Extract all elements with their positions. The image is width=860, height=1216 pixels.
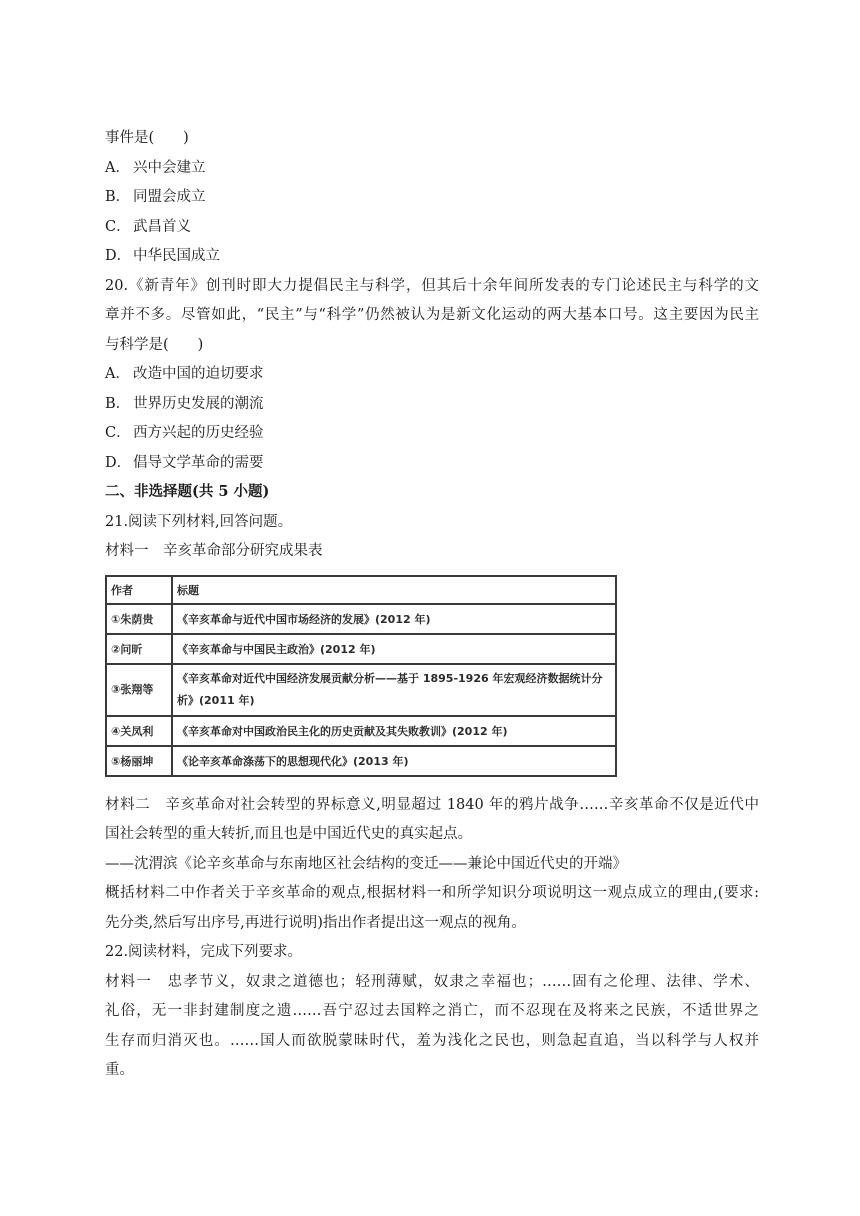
- table-row: [106, 604, 616, 634]
- q20-option-a[interactable]: [105, 364, 264, 384]
- option-letter: D．: [105, 455, 132, 471]
- table-header-row: [106, 576, 616, 604]
- research-results-table: [105, 575, 617, 777]
- q19-option-c[interactable]: [105, 217, 191, 237]
- table-cell-author: ④关凤利: [106, 716, 172, 746]
- q22-intro: 22.阅读材料，完成下列要求。: [105, 944, 303, 960]
- q19-option-d[interactable]: [105, 246, 220, 266]
- table-header-title: 标题: [172, 576, 616, 604]
- q21-material1-title: 材料一 辛亥革命部分研究成果表: [105, 543, 323, 559]
- option-letter: A．: [105, 160, 130, 176]
- q20-stem-line-3: 与科学是( ): [105, 337, 204, 353]
- option-text: 武昌首义: [133, 219, 191, 235]
- table-row: [106, 634, 616, 664]
- table-cell-title: 《论辛亥革命涤荡下的思想现代化》(2013 年): [172, 746, 616, 776]
- option-text: 世界历史发展的潮流: [133, 396, 264, 412]
- table-row: [106, 664, 616, 716]
- q20-option-c[interactable]: [105, 423, 264, 443]
- q20-option-b[interactable]: [105, 394, 264, 414]
- table-cell-author: ③张翔等: [106, 664, 172, 716]
- table-cell-title: 《辛亥革命对中国政治民主化的历史贡献及其失败教训》(2012 年): [172, 716, 616, 746]
- option-letter: B．: [105, 396, 131, 412]
- table-cell-author: ②问昕: [106, 634, 172, 664]
- option-text: 西方兴起的历史经验: [133, 425, 264, 441]
- q21-question-line-1: 概括材料二中作者关于辛亥革命的观点,根据材料一和所学知识分项说明这一观点成立的理由,(要求:: [105, 885, 759, 901]
- option-letter: D．: [105, 248, 132, 264]
- table-cell-title: 《辛亥革命与中国民主政治》(2012 年): [172, 634, 616, 664]
- q20-stem-line-1: 20.《新青年》创刊时即大力提倡民主与科学，但其后十余年间所发表的专门论述民主与科学的文: [105, 278, 759, 294]
- table-cell-title: 《辛亥革命对近代中国经济发展贡献分析——基于 1895-1926 年宏观经济数据统计分析》(2011 年): [172, 664, 616, 716]
- q21-source: ——沈渭滨《论辛亥革命与东南地区社会结构的变迁——兼论中国近代史的开端》: [105, 856, 627, 872]
- q21-material2-line-2: 国社会转型的重大转折,而且也是中国近代史的真实起点。: [105, 826, 473, 842]
- q20-option-d[interactable]: [105, 453, 264, 473]
- q21-material2-line-1: 材料二 辛亥革命对社会转型的界标意义,明显超过 1840 年的鸦片战争……辛亥革命不仅是近代中: [105, 797, 759, 813]
- section-heading: 二、非选择题(共 5 小题): [105, 483, 270, 500]
- q22-material1-line-1: 材料一 忠孝节义，奴隶之道德也；轻刑薄赋，奴隶之幸福也；……固有之伦理、法律、学术、: [105, 974, 759, 990]
- q19-stem-tail: 事件是( ): [105, 130, 189, 146]
- option-text: 倡导文学革命的需要: [133, 455, 264, 471]
- q22-material1-line-2: 礼俗，无一非封建制度之遗……吾宁忍过去国粹之消亡，而不忍现在及将来之民族，不适世界之: [105, 1003, 759, 1019]
- q19-option-b[interactable]: [105, 187, 206, 207]
- option-text: 中华民国成立: [133, 248, 220, 264]
- option-letter: B．: [105, 189, 131, 205]
- q22-material1-line-4: 重。: [105, 1062, 134, 1078]
- option-letter: C．: [105, 219, 131, 235]
- table-header-author: 作者: [106, 576, 172, 604]
- table-cell-author: ⑤杨丽坤: [106, 746, 172, 776]
- q20-stem-line-2: 章并不多。尽管如此，“民主”与“科学”仍然被认为是新文化运动的两大基本口号。这主要因为民主: [105, 307, 759, 323]
- table-row: [106, 716, 616, 746]
- option-text: 同盟会成立: [133, 189, 206, 205]
- table-cell-title: 《辛亥革命与近代中国市场经济的发展》(2012 年): [172, 604, 616, 634]
- q22-material1-line-3: 生存而归消灭也。……国人而欲脱蒙昧时代，羞为浅化之民也，则急起直追，当以科学与人权并: [105, 1033, 759, 1049]
- q21-intro: 21.阅读下列材料,回答问题。: [105, 514, 293, 530]
- option-letter: C．: [105, 425, 131, 441]
- q19-option-a[interactable]: [105, 158, 206, 178]
- table-cell-author: ①朱荫贵: [106, 604, 172, 634]
- table-row: [106, 746, 616, 776]
- option-text: 改造中国的迫切要求: [133, 366, 264, 382]
- option-letter: A．: [105, 366, 130, 382]
- option-text: 兴中会建立: [133, 160, 206, 176]
- q21-question-line-2: 先分类,然后写出序号,再进行说明)指出作者提出这一观点的视角。: [105, 915, 526, 931]
